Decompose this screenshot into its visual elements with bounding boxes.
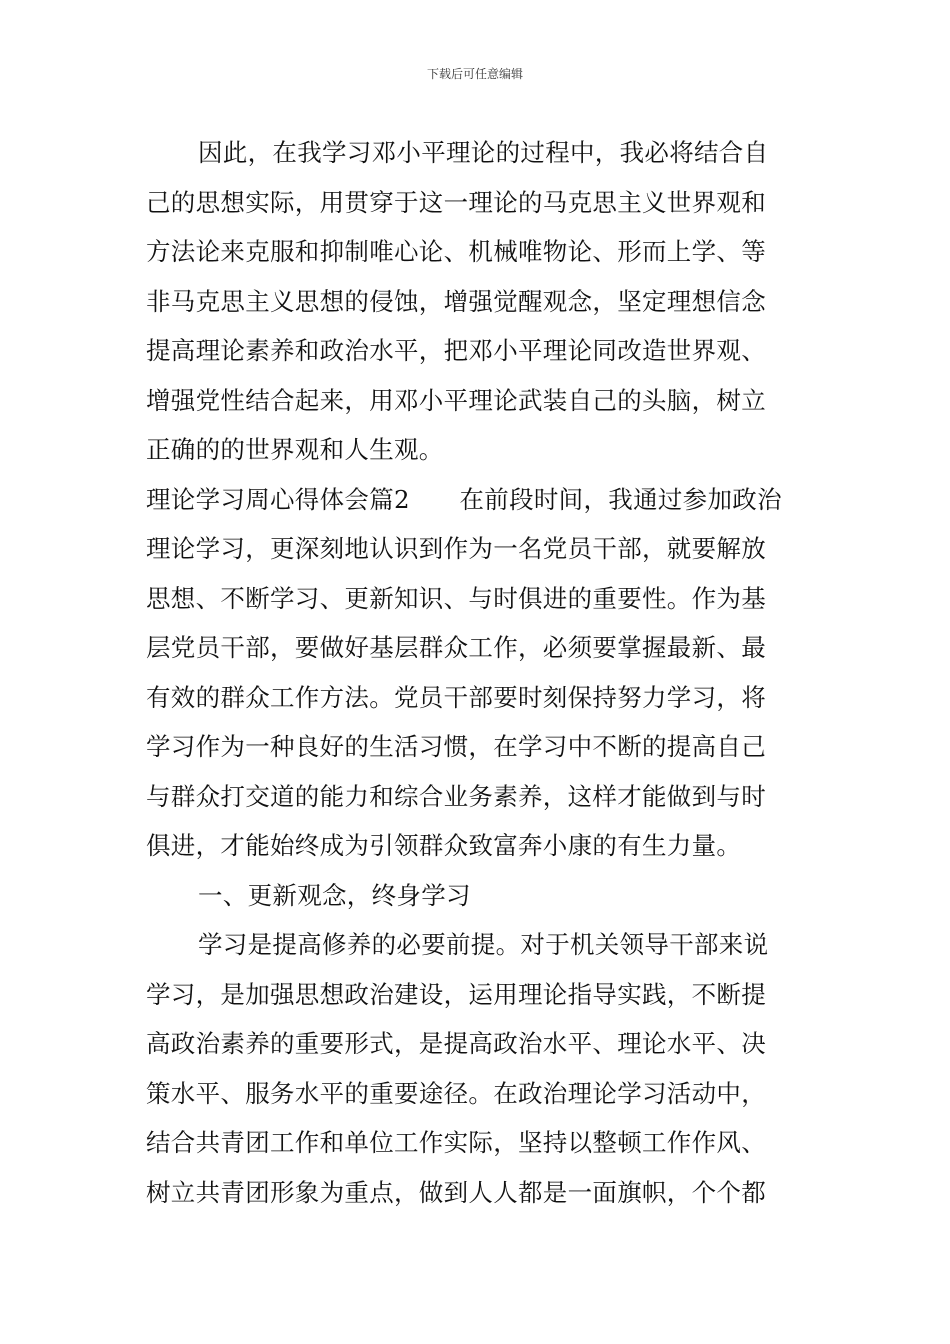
text-line: 思想、不断学习、更新知识、与时俱进的重要性。作为基 — [146, 583, 766, 613]
text-line: 增强党性结合起来，用邓小平理论武装自己的头脑，树立 — [146, 385, 766, 415]
text-line: 非马克思主义思想的侵蚀，增强觉醒观念，坚定理想信念 — [146, 286, 766, 316]
text-line: 因此，在我学习邓小平理论的过程中，我必将结合自 — [198, 138, 769, 167]
text-line: 结合共青团工作和单位工作实际，坚持以整顿工作作风、 — [146, 1128, 766, 1157]
text-line: 与群众打交道的能力和综合业务素养，这样才能做到与时 — [146, 781, 766, 811]
text-line: 俱进，才能始终成为引领群众致富奔小康的有生力量。 — [146, 831, 742, 860]
text-line: 有效的群众工作方法。党员干部要时刻保持努力学习，将 — [146, 682, 766, 712]
text-line: 高政治素养的重要形式，是提高政治水平、理论水平、决 — [146, 1029, 766, 1058]
text-line: 己的思想实际，用贯穿于这一理论的马克思主义世界观和 — [146, 187, 766, 217]
text-line: 方法论来克服和抑制唯心论、机械唯物论、形而上学、等 — [146, 237, 766, 266]
text-line: 策水平、服务水平的重要途径。在政治理论学习活动中， — [146, 1078, 766, 1108]
document-body — [146, 128, 806, 1217]
text-line: 层党员干部，要做好基层群众工作，必须要掌握最新、最 — [146, 633, 766, 662]
text-line: 正确的的世界观和人生观。 — [146, 435, 444, 464]
page-header-note: 下载后可任意编辑 — [426, 67, 523, 81]
text-line: 理论学习，更深刻地认识到作为一名党员干部，就要解放 — [146, 534, 766, 563]
text-line: 学习作为一种良好的生活习惯，在学习中不断的提高自己 — [146, 732, 766, 761]
text-line: 学习是提高修养的必要前提。对于机关领导干部来说 — [198, 930, 769, 959]
section-title-line: 理论学习周心得体会篇2 在前段时间，我通过参加政治 — [146, 484, 782, 514]
subheading-line: 一、更新观念，终身学习 — [198, 880, 471, 910]
text-line: 学习，是加强思想政治建设，运用理论指导实践，不断提 — [146, 979, 766, 1009]
text-line: 提高理论素养和政治水平，把邓小平理论同改造世界观、 — [146, 336, 766, 365]
text-line: 树立共青团形象为重点，做到人人都是一面旗帜，个个都 — [146, 1177, 766, 1207]
